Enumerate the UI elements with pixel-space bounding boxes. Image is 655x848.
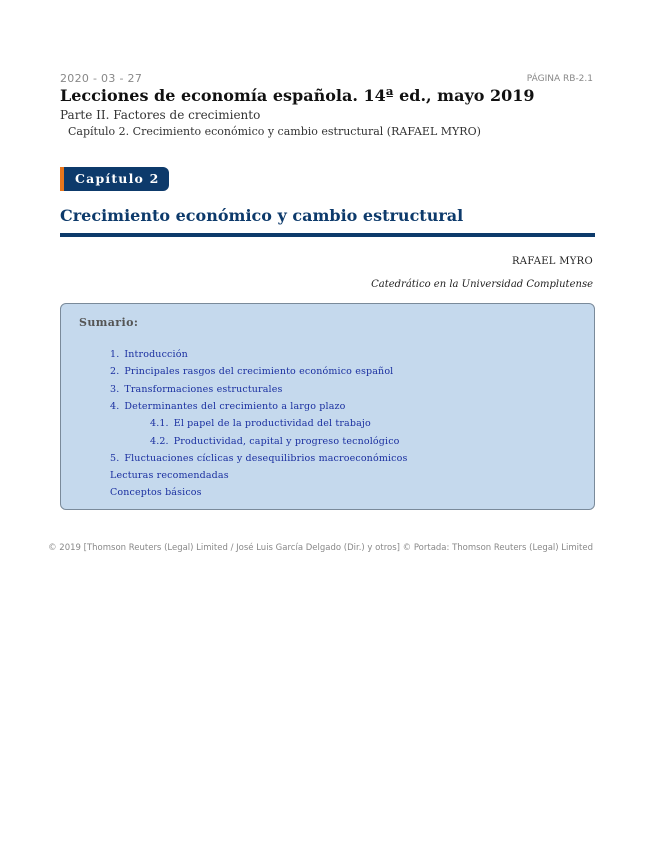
summary-box bbox=[60, 303, 595, 510]
book-title: Lecciones de economía española. 14ª ed., mayo 2019 bbox=[60, 86, 535, 105]
toc-number: 2. bbox=[110, 366, 120, 378]
toc-text: Determinantes del crecimiento a largo plazo bbox=[124, 400, 346, 412]
toc-link[interactable] bbox=[110, 401, 346, 412]
toc-text: Lecturas recomendadas bbox=[110, 470, 229, 482]
toc-number: 3. bbox=[110, 383, 120, 395]
chapter-reference: Capítulo 2. Crecimiento económico y cambio estructural (RAFAEL MYRO) bbox=[68, 125, 481, 138]
page-label: PÁGINA RB-2.1 bbox=[526, 74, 593, 84]
toc-number: 1. bbox=[110, 349, 120, 360]
author-name: RAFAEL MYRO bbox=[511, 256, 593, 267]
part-heading: Parte II. Factores de crecimiento bbox=[60, 108, 261, 122]
toc-number: 5. bbox=[110, 452, 120, 464]
toc-text: Productividad, capital y progreso tecnológico bbox=[173, 435, 400, 447]
chapter-title: Crecimiento económico y cambio estructural bbox=[60, 206, 464, 225]
author-affiliation: Catedrático en la Universidad Complutense bbox=[371, 279, 593, 290]
toc-link[interactable] bbox=[110, 349, 188, 360]
toc-text: Conceptos básicos bbox=[110, 487, 202, 499]
toc-link[interactable] bbox=[150, 436, 400, 447]
toc-number: 4. bbox=[110, 400, 120, 412]
toc-link[interactable] bbox=[110, 470, 229, 481]
toc-text: Introducción bbox=[124, 349, 188, 360]
title-divider bbox=[60, 233, 595, 237]
toc-text: Transformaciones estructurales bbox=[124, 383, 283, 395]
toc-link[interactable] bbox=[150, 418, 371, 429]
toc-text: Fluctuaciones cíclicas y desequilibrios macroeconómicos bbox=[124, 452, 408, 464]
chapter-badge: Capítulo 2 bbox=[60, 167, 169, 191]
document-date: 2020 - 03 - 27 bbox=[60, 72, 143, 85]
toc-link[interactable] bbox=[110, 487, 202, 498]
summary-label: Sumario: bbox=[79, 316, 139, 329]
toc-number: 4.2. bbox=[150, 435, 169, 447]
copyright-footer: © 2019 [Thomson Reuters (Legal) Limited / José Luis García Delgado (Dir.) y otros] © Portada: Thomson Reuters (Legal) Limited bbox=[48, 543, 593, 553]
toc-text: El papel de la productividad del trabajo bbox=[173, 418, 371, 430]
toc-number: 4.1. bbox=[150, 418, 169, 430]
toc-text: Principales rasgos del crecimiento económico español bbox=[124, 366, 394, 378]
toc-link[interactable] bbox=[110, 453, 408, 464]
toc-link[interactable] bbox=[110, 366, 393, 377]
toc-link[interactable] bbox=[110, 384, 283, 395]
